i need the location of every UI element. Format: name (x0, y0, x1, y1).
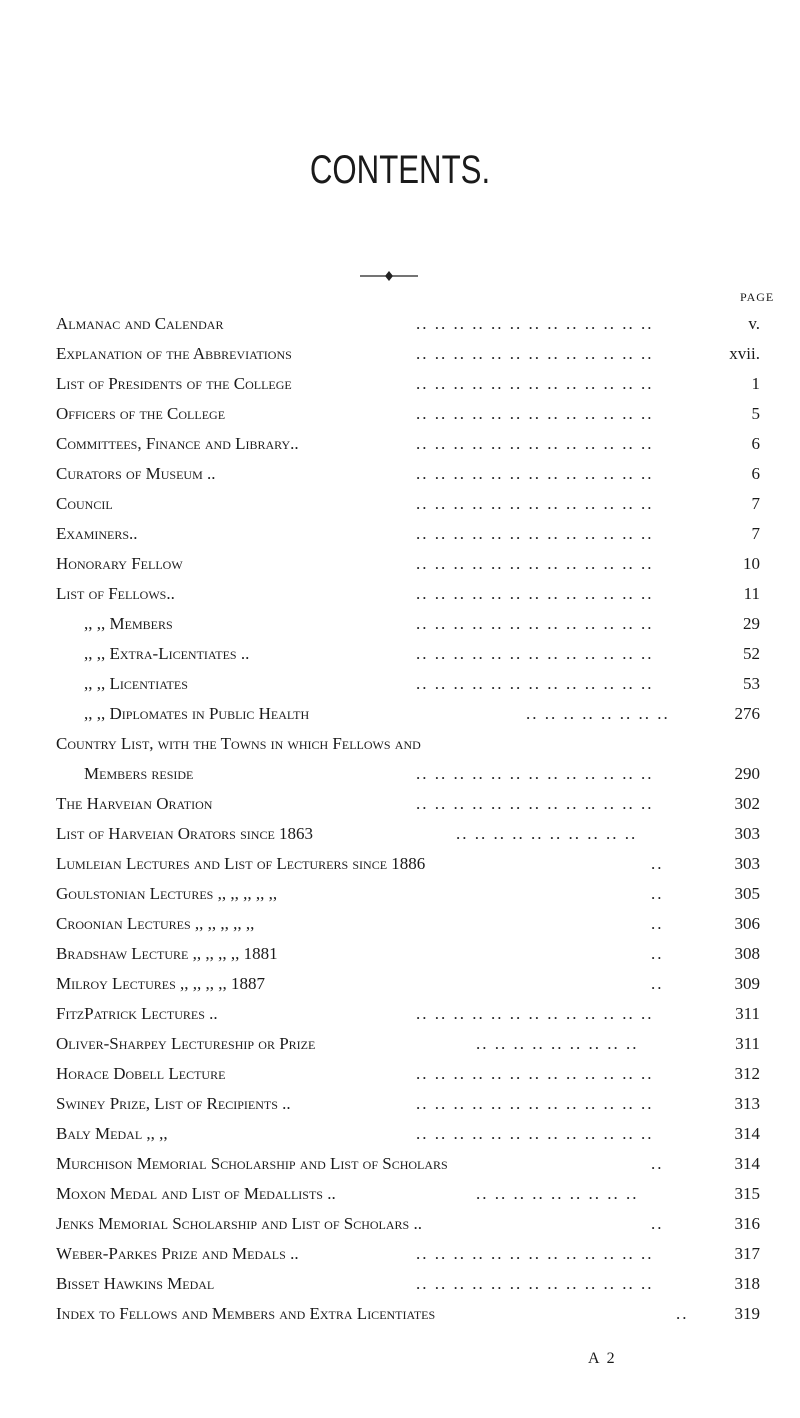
toc-entry: Lumleian Lectures and List of Lecturers since 1886 .. 303 (56, 849, 756, 879)
toc-label: ,, ,, Licentiates (84, 674, 188, 693)
toc-page: 276 (734, 704, 760, 723)
toc-entry: Bradshaw Lecture ,, ,, ,, ,, 1881 .. 308 (56, 939, 756, 969)
toc-page: 29 (743, 614, 760, 633)
toc-label: Croonian Lectures ,, ,, ,, ,, ,, (56, 914, 255, 933)
toc-page: 11 (743, 584, 760, 603)
toc-entry: List of Presidents of the College .. .. .. .. .. .. .. .. .. .. .. .. .. 1 (56, 369, 756, 399)
toc-label: Index to Fellows and Members and Extra Licentiates (56, 1304, 436, 1323)
toc-entry (56, 729, 756, 759)
toc-page: 303 (734, 854, 760, 873)
toc-label: Milroy Lectures ,, ,, ,, ,, 1887 (56, 974, 265, 993)
toc-page: 319 (734, 1304, 760, 1323)
toc-entry: Examiners.. .. .. .. .. .. .. .. .. .. .. .. .. .. 7 (56, 519, 756, 549)
toc-page: 290 (734, 764, 760, 783)
toc-entry: Committees, Finance and Library.. .. .. .. .. .. .. .. .. .. .. .. .. .. 6 (56, 429, 756, 459)
toc-label: Country List, with the Towns in which Fellows and (56, 734, 421, 753)
toc-entry: Murchison Memorial Scholarship and List of Scholars .. 314 (56, 1149, 756, 1179)
toc-entry: ,, ,, Members .. .. .. .. .. .. .. .. .. .. .. .. .. 29 (56, 609, 756, 639)
toc-page: 315 (734, 1184, 760, 1203)
toc-page: 314 (734, 1124, 760, 1143)
toc-label: List of Harveian Orators since 1863 (56, 824, 314, 843)
toc-label: ,, ,, Members (84, 614, 173, 633)
toc-page: 306 (734, 914, 760, 933)
ornament-divider-icon (360, 270, 418, 282)
toc-entry: FitzPatrick Lectures .. .. .. .. .. .. .. .. .. .. .. .. .. .. 311 (56, 999, 756, 1029)
toc-entry: The Harveian Oration .. .. .. .. .. .. .. .. .. .. .. .. .. 302 (56, 789, 756, 819)
toc-page: 6 (751, 434, 760, 453)
toc-label: Curators of Museum .. (56, 464, 216, 483)
toc-entry: Baly Medal ,, ,, .. .. .. .. .. .. .. .. .. .. .. .. .. 314 (56, 1119, 756, 1149)
toc-page: 311 (735, 1034, 760, 1053)
toc-label: ,, ,, Diplomates in Public Health (84, 704, 310, 723)
toc-entry: ,, ,, Licentiates .. .. .. .. .. .. .. .. .. .. .. .. .. 53 (56, 669, 756, 699)
toc-page: 53 (743, 674, 760, 693)
toc-page: 7 (751, 494, 760, 513)
toc-label: Examiners.. (56, 524, 138, 543)
toc-page: v. (748, 314, 760, 333)
toc-entry: Weber-Parkes Prize and Medals .. .. .. .. .. .. .. .. .. .. .. .. .. .. 317 (56, 1239, 756, 1269)
toc-page: xvii. (729, 344, 760, 363)
toc-entry: Honorary Fellow .. .. .. .. .. .. .. .. .. .. .. .. .. 10 (56, 549, 756, 579)
toc-label: Moxon Medal and List of Medallists .. (56, 1184, 336, 1203)
toc-entry: ,, ,, Diplomates in Public Health .. .. .. .. .. .. .. .. 276 (56, 699, 756, 729)
toc-entry: Swiney Prize, List of Recipients .. .. .. .. .. .. .. .. .. .. .. .. .. .. 313 (56, 1089, 756, 1119)
toc-label: FitzPatrick Lectures .. (56, 1004, 218, 1023)
toc-page: 313 (734, 1094, 760, 1113)
toc-page: 6 (751, 464, 760, 483)
toc-entry: Moxon Medal and List of Medallists .. .. .. .. .. .. .. .. .. .. 315 (56, 1179, 756, 1209)
toc-label: Oliver-Sharpey Lectureship or Prize (56, 1034, 316, 1053)
toc-page: 312 (734, 1064, 760, 1083)
toc-label: Jenks Memorial Scholarship and List of Scholars .. (56, 1214, 422, 1233)
page-title: CONTENTS. (309, 148, 491, 192)
toc-label: Officers of the College (56, 404, 226, 423)
toc-label: Swiney Prize, List of Recipients .. (56, 1094, 291, 1113)
toc-page: 305 (734, 884, 760, 903)
toc-label: Murchison Memorial Scholarship and List of Scholars (56, 1154, 448, 1173)
toc-entry: ,, ,, Extra-Licentiates .. .. .. .. .. .. .. .. .. .. .. .. .. .. 52 (56, 639, 756, 669)
toc-label: Almanac and Calendar (56, 314, 224, 333)
toc-label: List of Fellows.. (56, 584, 175, 603)
toc-page: 316 (734, 1214, 760, 1233)
toc-label: Goulstonian Lectures ,, ,, ,, ,, ,, (56, 884, 278, 903)
toc-page: 302 (734, 794, 760, 813)
toc-entry: List of Fellows.. .. .. .. .. .. .. .. .. .. .. .. .. .. 11 (56, 579, 756, 609)
toc-entry: Oliver-Sharpey Lectureship or Prize .. .. .. .. .. .. .. .. .. 311 (56, 1029, 756, 1059)
toc-entry: Milroy Lectures ,, ,, ,, ,, 1887 .. 309 (56, 969, 756, 999)
toc-entry: Jenks Memorial Scholarship and List of Scholars .. .. 316 (56, 1209, 756, 1239)
toc-page: 7 (751, 524, 760, 543)
toc-label: The Harveian Oration (56, 794, 213, 813)
toc-label: Explanation of the Abbreviations (56, 344, 292, 363)
toc-page: 314 (734, 1154, 760, 1173)
toc-page: 309 (734, 974, 760, 993)
toc-label: Committees, Finance and Library.. (56, 434, 299, 453)
toc-label: Horace Dobell Lecture (56, 1064, 226, 1083)
toc-page: 311 (735, 1004, 760, 1023)
signature-mark: A 2 (588, 1350, 617, 1367)
toc-label: Honorary Fellow (56, 554, 183, 573)
toc-label: Lumleian Lectures and List of Lecturers since 1886 (56, 854, 426, 873)
toc-entry: Almanac and Calendar .. .. .. .. .. .. .. .. .. .. .. .. .. v. (56, 309, 756, 339)
toc-page: 1 (751, 374, 760, 393)
toc-label: List of Presidents of the College (56, 374, 292, 393)
toc-label: Bradshaw Lecture ,, ,, ,, ,, 1881 (56, 944, 278, 963)
toc-entry: Explanation of the Abbreviations .. .. .. .. .. .. .. .. .. .. .. .. .. xvii. (56, 339, 756, 369)
toc-page: 308 (734, 944, 760, 963)
toc-entry: Curators of Museum .. .. .. .. .. .. .. .. .. .. .. .. .. .. 6 (56, 459, 756, 489)
toc-entry: Bisset Hawkins Medal .. .. .. .. .. .. .. .. .. .. .. .. .. 318 (56, 1269, 756, 1299)
toc-page: 303 (734, 824, 760, 843)
toc-entry: Officers of the College .. .. .. .. .. .. .. .. .. .. .. .. .. 5 (56, 399, 756, 429)
toc-label: Council (56, 494, 113, 513)
toc-page: 317 (734, 1244, 760, 1263)
toc-label: Bisset Hawkins Medal (56, 1274, 215, 1293)
toc-label: Members reside (84, 764, 194, 783)
toc-label: ,, ,, Extra-Licentiates .. (84, 644, 250, 663)
toc-entry: Council .. .. .. .. .. .. .. .. .. .. .. .. .. 7 (56, 489, 756, 519)
toc-page: 5 (751, 404, 760, 423)
toc-entry: Index to Fellows and Members and Extra Licentiates .. 319 (56, 1299, 756, 1329)
toc-page: 52 (743, 644, 760, 663)
toc-label: Weber-Parkes Prize and Medals .. (56, 1244, 299, 1263)
toc-page: 10 (743, 554, 760, 573)
page-column-header: PAGE (740, 290, 775, 304)
toc-entry: Goulstonian Lectures ,, ,, ,, ,, ,, .. 305 (56, 879, 756, 909)
toc-entry: List of Harveian Orators since 1863 .. .. .. .. .. .. .. .. .. .. 303 (56, 819, 756, 849)
contents-list (56, 309, 760, 1329)
toc-entry: Croonian Lectures ,, ,, ,, ,, ,, .. 306 (56, 909, 756, 939)
toc-page: 318 (734, 1274, 760, 1293)
toc-label: Baly Medal ,, ,, (56, 1124, 168, 1143)
toc-entry: Horace Dobell Lecture .. .. .. .. .. .. .. .. .. .. .. .. .. 312 (56, 1059, 756, 1089)
toc-entry: Members reside .. .. .. .. .. .. .. .. .. .. .. .. .. 290 (56, 759, 756, 789)
